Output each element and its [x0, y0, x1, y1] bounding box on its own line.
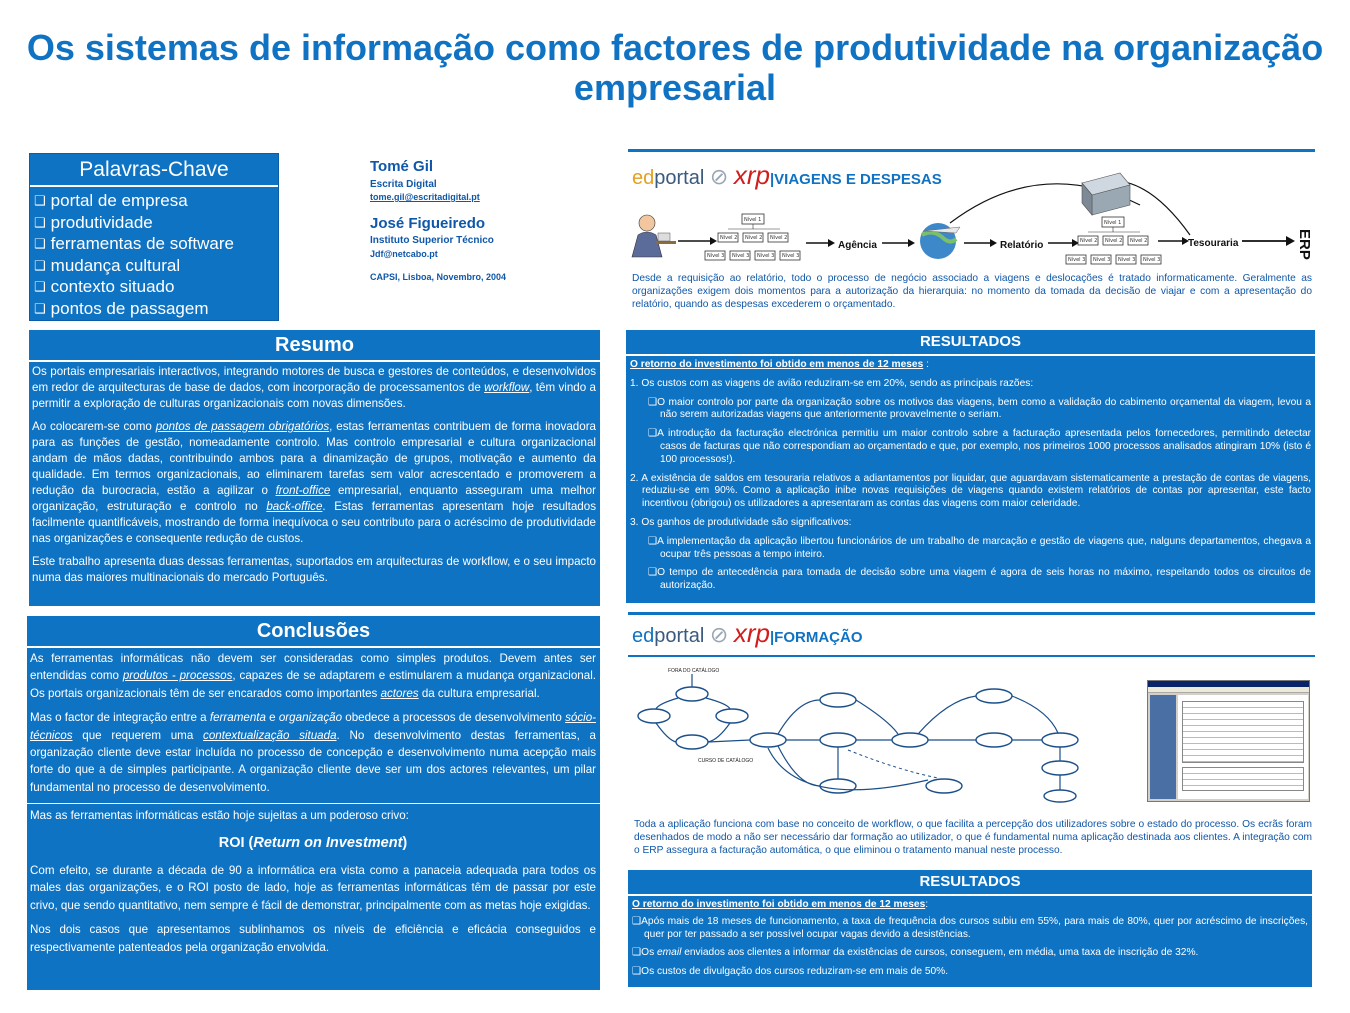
result-item: 2. A existência de saldos em tesouraria relativos a adiantamentos por liquidar, que aguardavam sistematicamente a prestação de contas de viagens, reduziu-se em 90%. Como a aplicação inibe novas requisições de viagens quando existem relatórios de contas por apresentar, este facto incentivou (obrigou) os utilizadores a apresentaram as contas das viagens com maior celeridade. — [630, 472, 1311, 510]
workflow-node — [926, 779, 962, 793]
resultados-lead: O retorno do investimento foi obtido em menos de 12 meses — [630, 359, 924, 370]
person-at-desk-icon — [632, 215, 676, 257]
keywords-box — [29, 153, 279, 321]
roi-heading: ROI (Return on Investment) — [218, 834, 408, 851]
svg-text:Nível 2: Nível 2 — [770, 235, 788, 241]
erp-label: ERP — [1296, 229, 1313, 260]
swirl-icon: ⊘ — [709, 622, 729, 647]
resultados-heading: RESULTADOS — [628, 870, 1312, 896]
workflow-node — [976, 733, 1012, 747]
svg-text:Nível 3: Nível 3 — [757, 253, 775, 259]
result-item: 1. Os custos com as viagens de avião reduziram-se em 20%, sendo as principais razões: — [630, 377, 1034, 389]
resumo-heading: Resumo — [29, 330, 600, 362]
result-subitem: ❑ O maior controlo por parte da organização sobre os motivos das viagens, bem como a validação do cabimento orçamental da viagem, levou a não serem autorizadas viagens que anteriormente provavelmente o seriam. — [630, 397, 1311, 423]
application-screenshot — [1147, 680, 1310, 802]
result-item: ❑ Os custos de divulgação dos cursos reduziram-se em mais de 50%. — [632, 966, 1308, 979]
workflow-node — [1042, 761, 1078, 775]
conclusoes-paragraph: As ferramentas informáticas não devem ser consideradas como simples produtos. Devem antes ser entendidas como produtos - processos, capazes de se adaptarem e estimularem a mudança organizacional. Os portais organizacionais têm de ser encarados como importantes actores da cultura empresarial. — [30, 652, 596, 700]
workflow-node — [1042, 733, 1078, 747]
flow-label-agencia: Agência — [838, 240, 877, 251]
workflow-node — [638, 709, 670, 723]
resumo-paragraph: Os portais empresariais interactivos, integrando motores de busca e gestores de conteúdos, e desenvolvidos em redor de arquitecturas de base de dados, com incorporação de processamentos de workflow, têm vindo a permitir a exploração de culturas organizacionais com novas dimensões. — [32, 365, 596, 410]
keywords-heading: Palavras-Chave — [30, 154, 278, 187]
svg-text:Nível 2: Nível 2 — [745, 235, 763, 241]
result-item: ❑ Após mais de 18 meses de funcionamento, a taxa de frequência dos cursos subiu em 55%, para mais de 80%, quer por acréscimo de inscrições, quer por ter passado a ser possível ocupar vagas devido a desistências. — [632, 916, 1308, 942]
svg-text:Nível 1: Nível 1 — [1104, 220, 1122, 226]
conclusoes-heading: Conclusões — [27, 616, 600, 648]
curso-catalogo-label: CURSO DE CATÁLOGO — [698, 758, 754, 764]
viagens-description: Desde a requisição ao relatório, todo o processo de negócio associado a viagens e deslocações é tratado informaticamente. Geralmente as organizações exigem dois momentos para a autorização da hierarquia: no momento da tomada da decisão de viajar e com a apresentação do relatório, quando as despesas excederem o orçamentado. — [632, 273, 1312, 310]
workflow-node — [676, 687, 708, 701]
result-subitem: ❑ O tempo de antecedência para tomada de decisão sobre uma viagem é agora de seis horas no máximo, respeitando todos os circuitos de autorização. — [630, 567, 1311, 593]
divider-line — [628, 612, 1315, 615]
result-subitem: ❑ A implementação da aplicação libertou funcionários de um trabalho de marcação e gestão de viagens que, nalguns departamentos, chegava a ocupar três pessoas a tempo inteiro. — [630, 536, 1311, 562]
workflow-node — [820, 779, 856, 793]
svg-text:Nível 3: Nível 3 — [1143, 257, 1161, 263]
conclusoes-text — [27, 648, 600, 965]
building-icon — [1082, 173, 1130, 215]
workflow-node — [716, 709, 748, 723]
keyword-item: ❑ pontos de passagem — [34, 298, 278, 320]
conclusoes-paragraph: Com efeito, se durante a década de 90 a informática era vista como a panaceia adequada para todos os males das organizações, e o ROI posto de lado, hoje as ferramentas informáticas têm de passar por este crivo, que sendo quantitativo, nem sempre é fácil de demonstrar, principalmente com as metas hoje exigidas. — [30, 864, 596, 912]
svg-text:Nível 3: Nível 3 — [782, 253, 800, 259]
section-label: |VIAGENS E DESPESAS — [769, 171, 942, 188]
swirl-icon: ⊘ — [709, 164, 729, 189]
result-subitem: ❑ A introdução da facturação electrónica permitiu um maior controlo sobre a facturação apresentada pelos fornecedores, permitindo detectar casos de facturas que não correspondiam ao orçamentado e que, por exemplo, nos primeiros 1000 processos analisados atingiram 10% (isto é 100 processos!). — [630, 428, 1311, 466]
resumo-section — [29, 330, 600, 606]
workflow-node — [750, 733, 786, 747]
resumo-paragraph: Este trabalho apresenta duas dessas ferramentas, suportados em arquitecturas de workflow, e o seu impacto numa das maiores multinacionais do mercado Português. — [32, 555, 596, 584]
edportal-logo: edportal ⊘ xrp|VIAGENS E DESPESAS — [632, 160, 942, 190]
resultados-formacao-section — [628, 870, 1312, 987]
section-label: |FORMAÇÃO — [769, 629, 863, 646]
workflow-node — [820, 733, 856, 747]
divider-line — [628, 149, 1315, 152]
fora-catalogo-label: FORA DO CATÁLOGO — [668, 668, 720, 674]
workflow-node — [1044, 790, 1076, 802]
svg-text:Nível 3: Nível 3 — [1118, 257, 1136, 263]
resumo-paragraph: Ao colocarem-se como pontos de passagem obrigatórios, estas ferramentas contribuem de forma inovadora para as funções de gestão, nomeadamente controlo. Mas controlo empresarial e cultura organizacional andam de mãos dadas, contribuindo ambos para a dinamização de grupos, motivação e aumento da qualidade. Em termos organizacionais, ao eliminarem tarefas sem valor acrescentado e promoverem a redução da burocracia, estão a agilizar o front-office empresarial, enquanto asseguram uma melhor organização, estruturação e controlo no back-office. Estas ferramentas apresentam hoje resultados facilmente quantificáveis, mostrando de forma inequívoca o seu contributo para o acréscimo de produtividade nas organizações e consequente redução de custos. — [32, 420, 596, 545]
flow-label-relatorio: Relatório — [1000, 240, 1044, 251]
svg-text:Nível 3: Nível 3 — [707, 253, 725, 259]
result-item: 3. Os ganhos de produtividade são significativos: — [630, 516, 852, 528]
resultados-body: O retorno do investimento foi obtido em menos de 12 meses: ❑ Após mais de 18 meses de funcionamento, a taxa de frequência dos cursos subiu em 55%, para mais de 80%, quer por acréscimo de inscrições, quer por ter passado a ser possível ocupar vagas devido a desistências. ❑ Os email enviados aos clientes a informar da existências de cursos, conseguem, em média, uma taxa de inscrição de 32%. ❑ Os custos de divulgação dos cursos reduziram-se em mais de 50%. — [628, 896, 1312, 982]
keyword-item: ❑ portal de empresa — [34, 190, 278, 212]
svg-text:Nível 2: Nível 2 — [1080, 238, 1098, 244]
svg-text:Nível 2: Nível 2 — [1105, 238, 1123, 244]
event-info: CAPSI, Lisboa, Novembro, 2004 — [370, 272, 507, 282]
flow-label-tesouraria: Tesouraria — [1188, 238, 1239, 249]
keyword-item: ❑ ferramentas de software — [34, 233, 278, 255]
formacao-description: Toda a aplicação funciona com base no conceito de workflow, o que facilita a percepção dos utilizadores sobre o estado do processo. Os ecrãs foram desenhados de modo a não ser necessário dar formação ao utilizador, o que é fundamental numa aplicação destinada aos clientes. A integração com o ERP assegura a facturação automática, o que eliminou o tratamento manual neste processo. — [634, 819, 1312, 856]
author-org: Escrita Digital — [370, 179, 437, 190]
resumo-text — [29, 362, 600, 595]
workflow-node — [820, 693, 856, 707]
conclusoes-section — [27, 616, 600, 990]
author-name: Tomé Gil — [370, 158, 434, 175]
resultados-lead: O retorno do investimento foi obtido em menos de 12 meses — [632, 899, 926, 910]
edportal-logo: edportal ⊘ xrp|FORMAÇÃO — [632, 618, 863, 648]
workflow-node — [892, 733, 928, 747]
resultados-body: O retorno do investimento foi obtido em menos de 12 meses : 1. Os custos com as viagens de avião reduziram-se em 20%, sendo as principais razões: ❑ O maior controlo por parte da organização sobre os motivos das viagens, bem como a validação do cabimento orçamental da viagem, levou a não serem autorizadas viagens que anteriormente provavelmente o seriam. ❑ A introdução da facturação electrónica permitiu um maior controlo sobre a facturação apresentada pelos fornecedores, permitindo detectar casos de facturas que não correspondiam ao orçamentado e que, por exemplo, nos primeiros 1000 processos analisados atingiram 10% (isto é 100 processos!). 2. A existência de saldos em tesouraria relativos a adiantamentos por liquidar, que aguardavam sistematicamente a prestação de contas de viagens, reduziu-se em 90%. Como a aplicação inibe novas requisições de viagens quando existem relatórios de contas por apresentar, este facto incentivou (obrigou) os utilizadores a apresentaram as contas das viagens com maior celeridade. 3. Os ganhos de produtividade são significativos: ❑ A implementação da aplicação libertou funcionários de um trabalho de marcação e gestão de viagens que, nalguns departamentos, chegava a ocupar três pessoas a tempo inteiro. ❑ O tempo de antecedência para tomada de decisão sobre uma viagem é agora de seis horas no máximo, respeitando todos os circuitos de autorização. — [626, 356, 1315, 602]
svg-text:Nível 3: Nível 3 — [1068, 257, 1086, 263]
keyword-item: ❑ mudança cultural — [34, 255, 278, 277]
author-email: Jdf@netcabo.pt — [370, 249, 438, 259]
globe-plane-icon — [920, 223, 960, 259]
hierarchy-chart — [705, 214, 800, 260]
authors-block — [370, 157, 600, 282]
svg-text:Nível 2: Nível 2 — [1130, 238, 1148, 244]
resultados-heading: RESULTADOS — [626, 330, 1315, 356]
svg-text:Nível 3: Nível 3 — [732, 253, 750, 259]
conclusoes-paragraph: Nos dois casos que apresentamos sublinhamos os níveis de eficiência e eficácia conseguidos e respectivamente patenteados pela organização envolvida. — [30, 923, 596, 954]
resultados-viagens-section — [626, 330, 1315, 603]
svg-text:Nível 3: Nível 3 — [1093, 257, 1111, 263]
svg-text:Nível 2: Nível 2 — [720, 235, 738, 241]
workflow-node — [676, 735, 708, 749]
svg-text:Nível 1: Nível 1 — [744, 217, 762, 223]
author-email-link[interactable]: tome.gil@escritadigital.pt — [370, 192, 480, 202]
poster-title: Os sistemas de informação como factores de produtividade na organização empresarial — [26, 27, 1324, 108]
divider-line — [628, 655, 1315, 657]
keyword-item: ❑ produtividade — [34, 212, 278, 234]
workflow-node — [976, 689, 1012, 703]
conclusoes-paragraph: Mas o factor de integração entre a ferramenta e organização obedece a processos de desenvolvimento sócio-técnicos que requerem uma contextualização situada. No desenvolvimento destas ferramentas, a organização cliente deve estar incluída no processo de concepção e desenvolvimento numa acepção mais forte do que a de simples participante. A organização cliente deve ser um dos actores relevantes, um pilar fundamental no processo de desenvolvimento. — [30, 711, 597, 794]
conclusoes-paragraph: Mas as ferramentas informáticas estão hoje sujeitas a um poderoso crivo: — [30, 809, 409, 823]
keywords-list — [30, 187, 278, 320]
result-item: ❑ Os email enviados aos clientes a informar da existências de cursos, conseguem, em média, uma taxa de inscrição de 32%. — [632, 947, 1308, 960]
keyword-item: ❑ contexto situado — [34, 276, 278, 298]
author-name: José Figueiredo — [370, 215, 486, 232]
workflow-diagram — [628, 660, 1128, 805]
hierarchy-chart — [1066, 217, 1161, 264]
travel-process-diagram — [620, 165, 1320, 275]
author-org: Instituto Superior Técnico — [370, 235, 494, 246]
